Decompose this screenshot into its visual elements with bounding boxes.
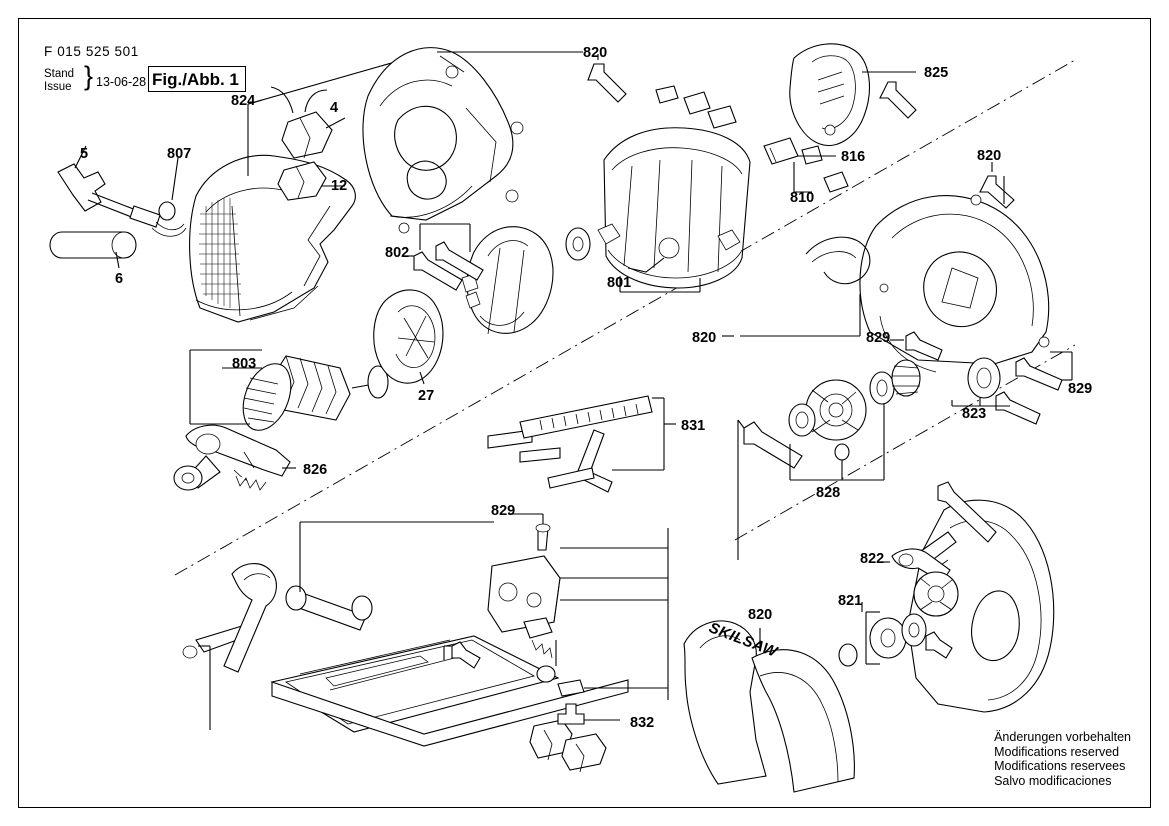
callout-807: 807 <box>167 146 192 162</box>
gear-housing-shell <box>363 48 626 233</box>
callout-801: 801 <box>607 275 632 291</box>
armature-group <box>190 350 388 430</box>
stand-label: Stand <box>44 68 75 80</box>
callout-803: 803 <box>232 356 257 372</box>
lower-blade-guard <box>839 482 1054 712</box>
brand-logo-text: SKILSAW <box>706 619 780 661</box>
callout-826: 826 <box>303 462 328 478</box>
callout-829-c: 829 <box>491 503 516 519</box>
note-en: Modifications reserved <box>994 744 1120 759</box>
callout-820-mid: 820 <box>692 330 717 346</box>
brace-glyph: } <box>84 61 94 91</box>
baffle-27-group <box>374 290 443 384</box>
callout-829-b: 829 <box>1068 381 1093 397</box>
note-es: Salvo modificaciones <box>994 773 1112 788</box>
upper-blade-guard <box>722 162 1072 390</box>
callout-4: 4 <box>330 100 339 116</box>
callout-820-bottom: 820 <box>748 607 773 623</box>
callout-802: 802 <box>385 245 410 261</box>
issue-label: Issue <box>44 80 72 93</box>
note-fr: Modifications reservees <box>994 759 1126 773</box>
figure-label: Fig./Abb. 1 <box>152 70 239 89</box>
callout-12: 12 <box>331 178 348 194</box>
callout-820-top: 820 <box>583 45 608 61</box>
callout-829-a: 829 <box>866 330 891 346</box>
callout-828: 828 <box>816 485 841 501</box>
document-code: F 015 525 501 <box>44 44 139 59</box>
callout-823: 823 <box>962 406 987 422</box>
disclaimer-notes <box>994 730 1131 788</box>
callout-832: 832 <box>630 715 655 731</box>
callout-5: 5 <box>80 146 89 162</box>
lever-826-group <box>174 425 296 490</box>
callout-6: 6 <box>115 271 124 287</box>
callout-824: 824 <box>231 93 256 109</box>
note-de: Änderungen vorbehalten <box>994 730 1131 744</box>
callout-810: 810 <box>790 190 815 206</box>
callout-822: 822 <box>860 551 885 567</box>
motor-field-housing <box>598 128 750 292</box>
callout-831: 831 <box>681 418 706 434</box>
callout-825: 825 <box>924 65 949 81</box>
callout-820-right-top: 820 <box>977 148 1002 164</box>
callout-27: 27 <box>418 388 435 404</box>
end-cap-group <box>790 44 916 146</box>
callout-821: 821 <box>838 593 863 609</box>
callout-816: 816 <box>841 149 866 165</box>
power-cord-plug-group <box>50 146 186 268</box>
issue-date: 13-06-28 <box>96 75 147 89</box>
wrench-guide-group <box>488 396 676 492</box>
base-plate-assembly <box>183 514 668 772</box>
